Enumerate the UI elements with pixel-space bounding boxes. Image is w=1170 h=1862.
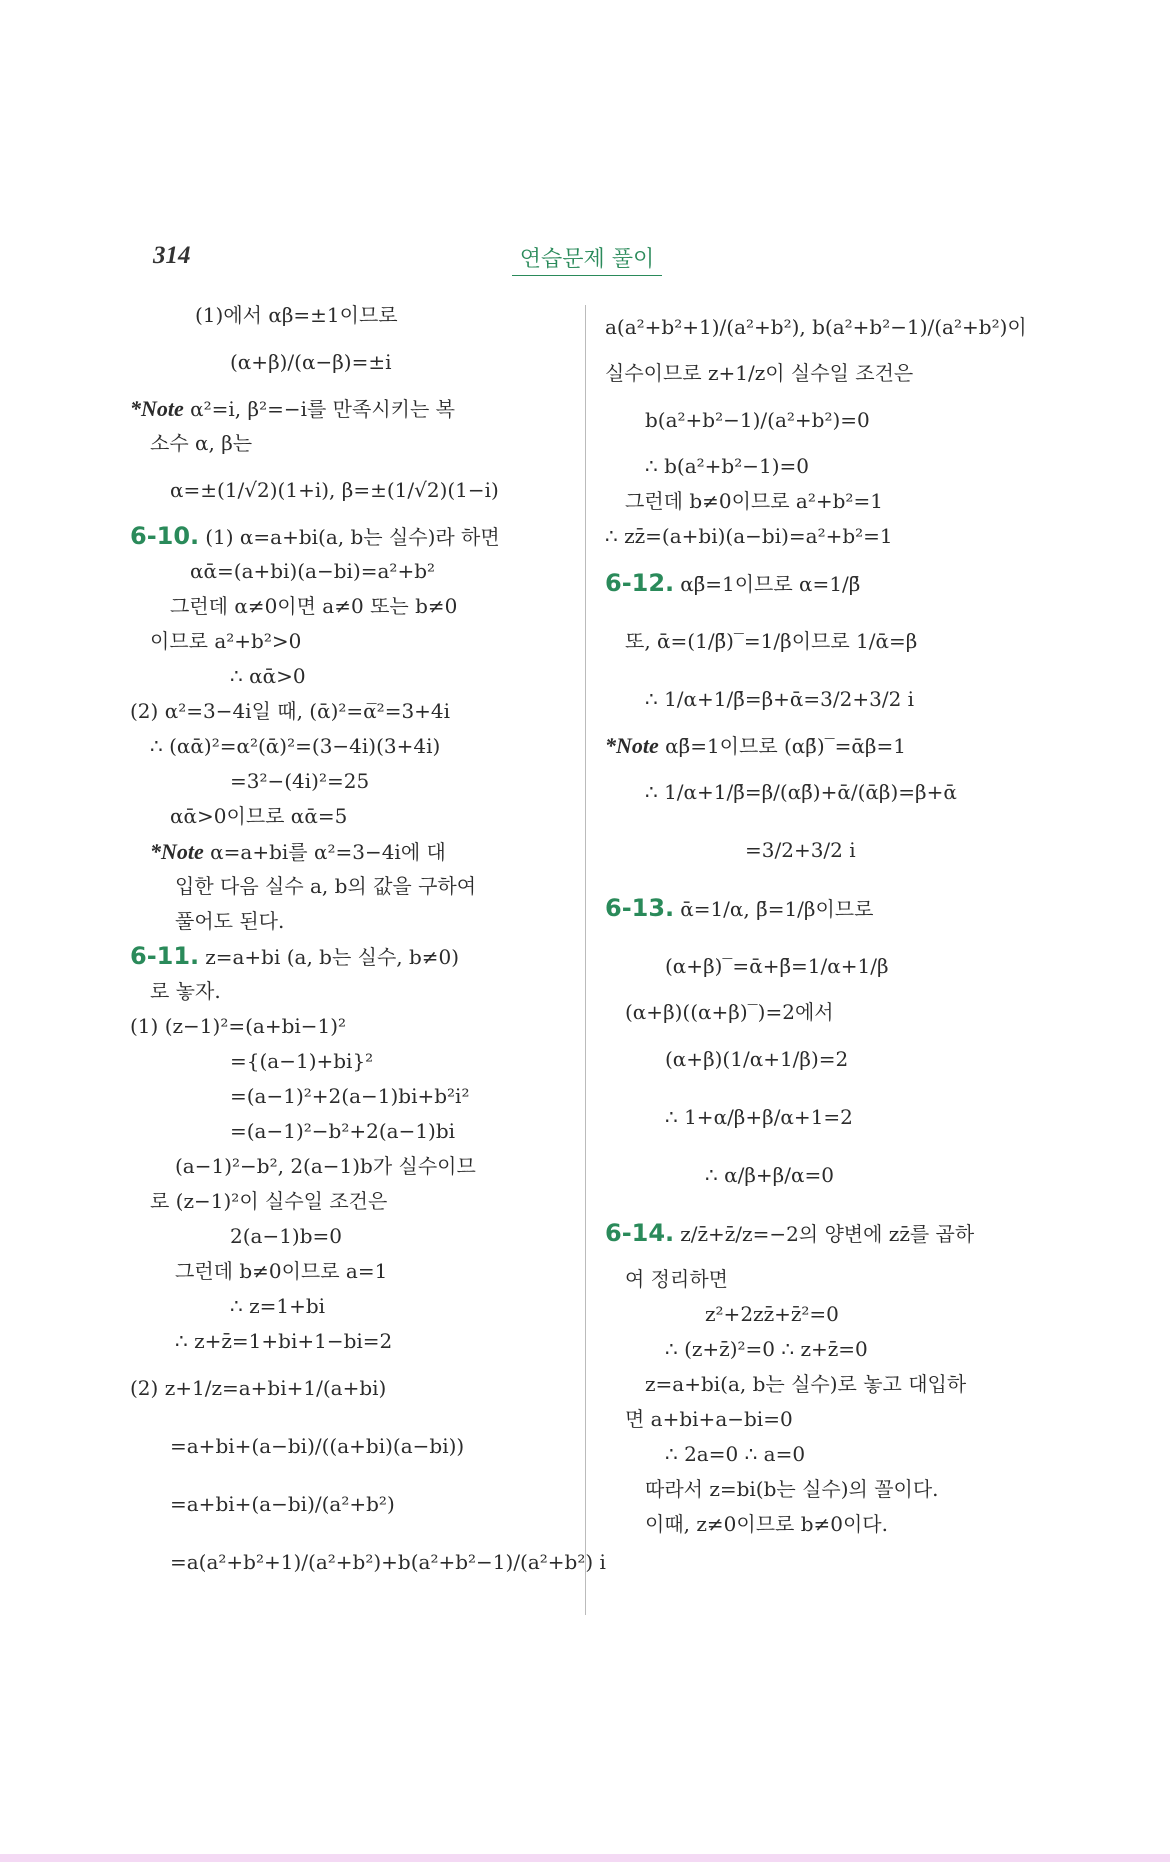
solution-line [605,612,1045,670]
solution-text: 로 놓자. [150,979,221,1003]
solution-line [605,1507,1045,1542]
solution-text: (α+β)/(α−β)=±i [230,350,392,374]
solution-line [605,1472,1045,1507]
page-title: 연습문제 풀이 [512,242,662,276]
solution-line [130,904,570,939]
solution-text: α=±(1/√2)(1+i), β=±(1/√2)(1−i) [170,478,499,502]
solution-line [605,1297,1045,1332]
solution-line [130,519,570,554]
problem-number: 6-12. [605,569,675,597]
solution-line [130,554,570,589]
solution-line [605,484,1045,519]
solution-line [130,659,570,694]
problem-number: 6-11. [130,942,200,970]
solution-line [130,333,570,391]
solution-text: (2) α²=3−4i일 때, (ᾱ)²=α̅²=3+4i [130,699,451,723]
solution-text: (1) (z−1)²=(a+bi−1)² [130,1014,347,1038]
page-header [0,230,1170,280]
solution-line [130,764,570,799]
problem-number: 6-14. [605,1219,675,1247]
solution-line [605,937,1045,995]
solution-line [130,1533,606,1591]
solution-text: 입한 다음 실수 a, b의 값을 구하여 [175,874,477,898]
solution-text: =3²−(4i)²=25 [230,769,370,793]
solution-text: z²+2zz̄+z̄²=0 [705,1302,839,1326]
solution-line [130,426,570,461]
note-label: *Note [150,839,204,864]
solution-line [605,1332,1045,1367]
solution-text: 그런데 b≠0이므로 a=1 [175,1259,388,1283]
solution-line [605,554,1045,612]
solution-text: (α+β)(1/α+1/β)=2 [665,1047,849,1071]
solution-text: z/z̄+z̄/z=−2의 양변에 zz̄를 곱하 [680,1222,975,1246]
solution-line [605,449,1045,484]
page-bottom-band [0,1854,1170,1862]
solution-line [130,729,570,764]
solution-line [605,1030,1045,1088]
solution-text: (a−1)²−b², 2(a−1)b가 실수이므 [175,1154,476,1178]
solution-text: ∴ z+z̄=1+bi+1−bi=2 [175,1329,393,1353]
solution-text: 여 정리하면 [625,1267,728,1291]
solution-text: ∴ α/β+β/α=0 [705,1163,834,1187]
solution-line [130,869,570,904]
problem-number: 6-13. [605,894,675,922]
solution-text: α²=i, β²=−i를 만족시키는 복 [190,397,455,421]
solution-text: =a+bi+(a−bi)/((a+bi)(a−bi)) [170,1434,465,1458]
right-column [605,298,1045,1542]
solution-line [605,879,1045,937]
solution-line [130,1417,570,1475]
solution-line [130,298,570,333]
solution-text: ∴ z=1+bi [230,1294,326,1318]
solution-line [130,939,570,974]
solution-line [130,1359,570,1417]
note-label: *Note [605,733,659,758]
solution-text: ∴ αᾱ>0 [230,664,306,688]
solution-text: ={(a−1)+bi}² [230,1049,374,1073]
solution-text: (1) α=a+bi(a, b는 실수)라 하면 [205,525,500,549]
note-label: *Note [130,396,184,421]
solution-line [130,461,570,519]
solution-text: α=a+bi를 α²=3−4i에 대 [210,840,446,864]
solution-line [605,391,1045,449]
solution-line [605,298,1045,356]
solution-text: z=a+bi(a, b는 실수)로 놓고 대입하 [645,1372,967,1396]
solution-line [605,519,1045,554]
solution-text: ∴ (αᾱ)²=α²(ᾱ)²=(3−4i)(3+4i) [150,734,441,758]
solution-line [605,1146,1045,1204]
solution-line [130,391,570,426]
solution-line [130,589,570,624]
solution-line [130,1184,570,1219]
solution-text: ᾱ=1/α, β̄=1/β이므로 [680,897,874,921]
solution-line [605,1088,1045,1146]
solution-text: 그런데 b≠0이므로 a²+b²=1 [625,489,883,513]
solution-text: =a(a²+b²+1)/(a²+b²)+b(a²+b²−1)/(a²+b²) i [170,1550,606,1574]
solution-line [130,1009,570,1044]
solution-text: 풀어도 된다. [175,909,285,933]
solution-text: ∴ (z+z̄)²=0 ∴ z+z̄=0 [665,1337,868,1361]
solution-line [130,1079,570,1114]
solution-text: ∴ b(a²+b²−1)=0 [645,454,809,478]
solution-text: (1)에서 αβ=±1이므로 [195,303,398,327]
solution-line [605,670,1045,728]
solution-text: (2) z+1/z=a+bi+1/(a+bi) [130,1376,387,1400]
solution-line [605,1402,1045,1437]
solution-text: =a+bi+(a−bi)/(a²+b²) [170,1492,395,1516]
solution-line [130,1149,570,1184]
solution-text: ∴ 1/α+1/β̄=β+ᾱ=3/2+3/2 i [645,687,915,711]
solution-line [130,694,570,729]
solution-line [130,1114,570,1149]
solution-line [130,1324,570,1359]
solution-text: 또, ᾱ=(1/β̄)‾=1/β이므로 1/ᾱ=β [625,629,918,653]
solution-text: αβ̄=1이므로 α=1/β̄ [680,572,861,596]
solution-line [605,356,1045,391]
solution-text: 실수이므로 z+1/z이 실수일 조건은 [605,361,914,385]
solution-line [605,1204,1045,1262]
solution-text: 이므로 a²+b²>0 [150,629,302,653]
solution-text: 소수 α, β는 [150,431,253,455]
solution-text: 따라서 z=bi(b는 실수)의 꼴이다. [645,1477,939,1501]
solution-line [130,974,570,1009]
solution-text: 면 a+bi+a−bi=0 [625,1407,793,1431]
solution-text: =(a−1)²−b²+2(a−1)bi [230,1119,456,1143]
solution-line [130,624,570,659]
solution-line [130,1044,570,1079]
solution-text: ∴ 1+α/β+β/α+1=2 [665,1105,853,1129]
solution-line [605,1367,1045,1402]
solution-line [130,1475,570,1533]
solution-text: b(a²+b²−1)/(a²+b²)=0 [645,408,870,432]
solution-text: ∴ 2a=0 ∴ a=0 [665,1442,806,1466]
left-column [130,298,606,1591]
solution-text: (α+β)((α+β)‾)=2에서 [625,1000,834,1024]
solution-line [130,1289,570,1324]
solution-text: =3/2+3/2 i [745,838,856,862]
solution-line [605,1437,1045,1472]
solution-line [605,995,1045,1030]
solution-line [130,1219,570,1254]
solution-text: 2(a−1)b=0 [230,1224,343,1248]
solution-text: =(a−1)²+2(a−1)bi+b²i² [230,1084,470,1108]
solution-text: (α+β)‾=ᾱ+β̄=1/α+1/β [665,954,889,978]
solution-text: ∴ 1/α+1/β̄=β/(αβ̄)+ᾱ/(ᾱβ)=β+ᾱ [645,780,957,804]
solution-line [130,799,570,834]
solution-text: z=a+bi (a, b는 실수, b≠0) [205,945,460,969]
solution-text: a(a²+b²+1)/(a²+b²), b(a²+b²−1)/(a²+b²)이 [605,315,1027,339]
solution-line [605,728,1045,763]
solution-text: αβ̄=1이므로 (αβ̄)‾=ᾱβ=1 [665,734,906,758]
solution-line [130,1254,570,1289]
solution-text: αᾱ=(a+bi)(a−bi)=a²+b² [190,559,436,583]
page-number: 314 [153,242,191,269]
solution-text: αᾱ>0이므로 αᾱ=5 [170,804,348,828]
column-divider [585,305,586,1615]
solution-line [605,821,1045,879]
solution-text: 로 (z−1)²이 실수일 조건은 [150,1189,388,1213]
problem-number: 6-10. [130,522,200,550]
solution-text: ∴ zz̄=(a+bi)(a−bi)=a²+b²=1 [605,524,893,548]
solution-line [130,834,570,869]
solution-line [605,1262,1045,1297]
solution-line [605,763,1045,821]
solution-text: 그런데 α≠0이면 a≠0 또는 b≠0 [170,594,458,618]
solution-text: 이때, z≠0이므로 b≠0이다. [645,1512,888,1536]
